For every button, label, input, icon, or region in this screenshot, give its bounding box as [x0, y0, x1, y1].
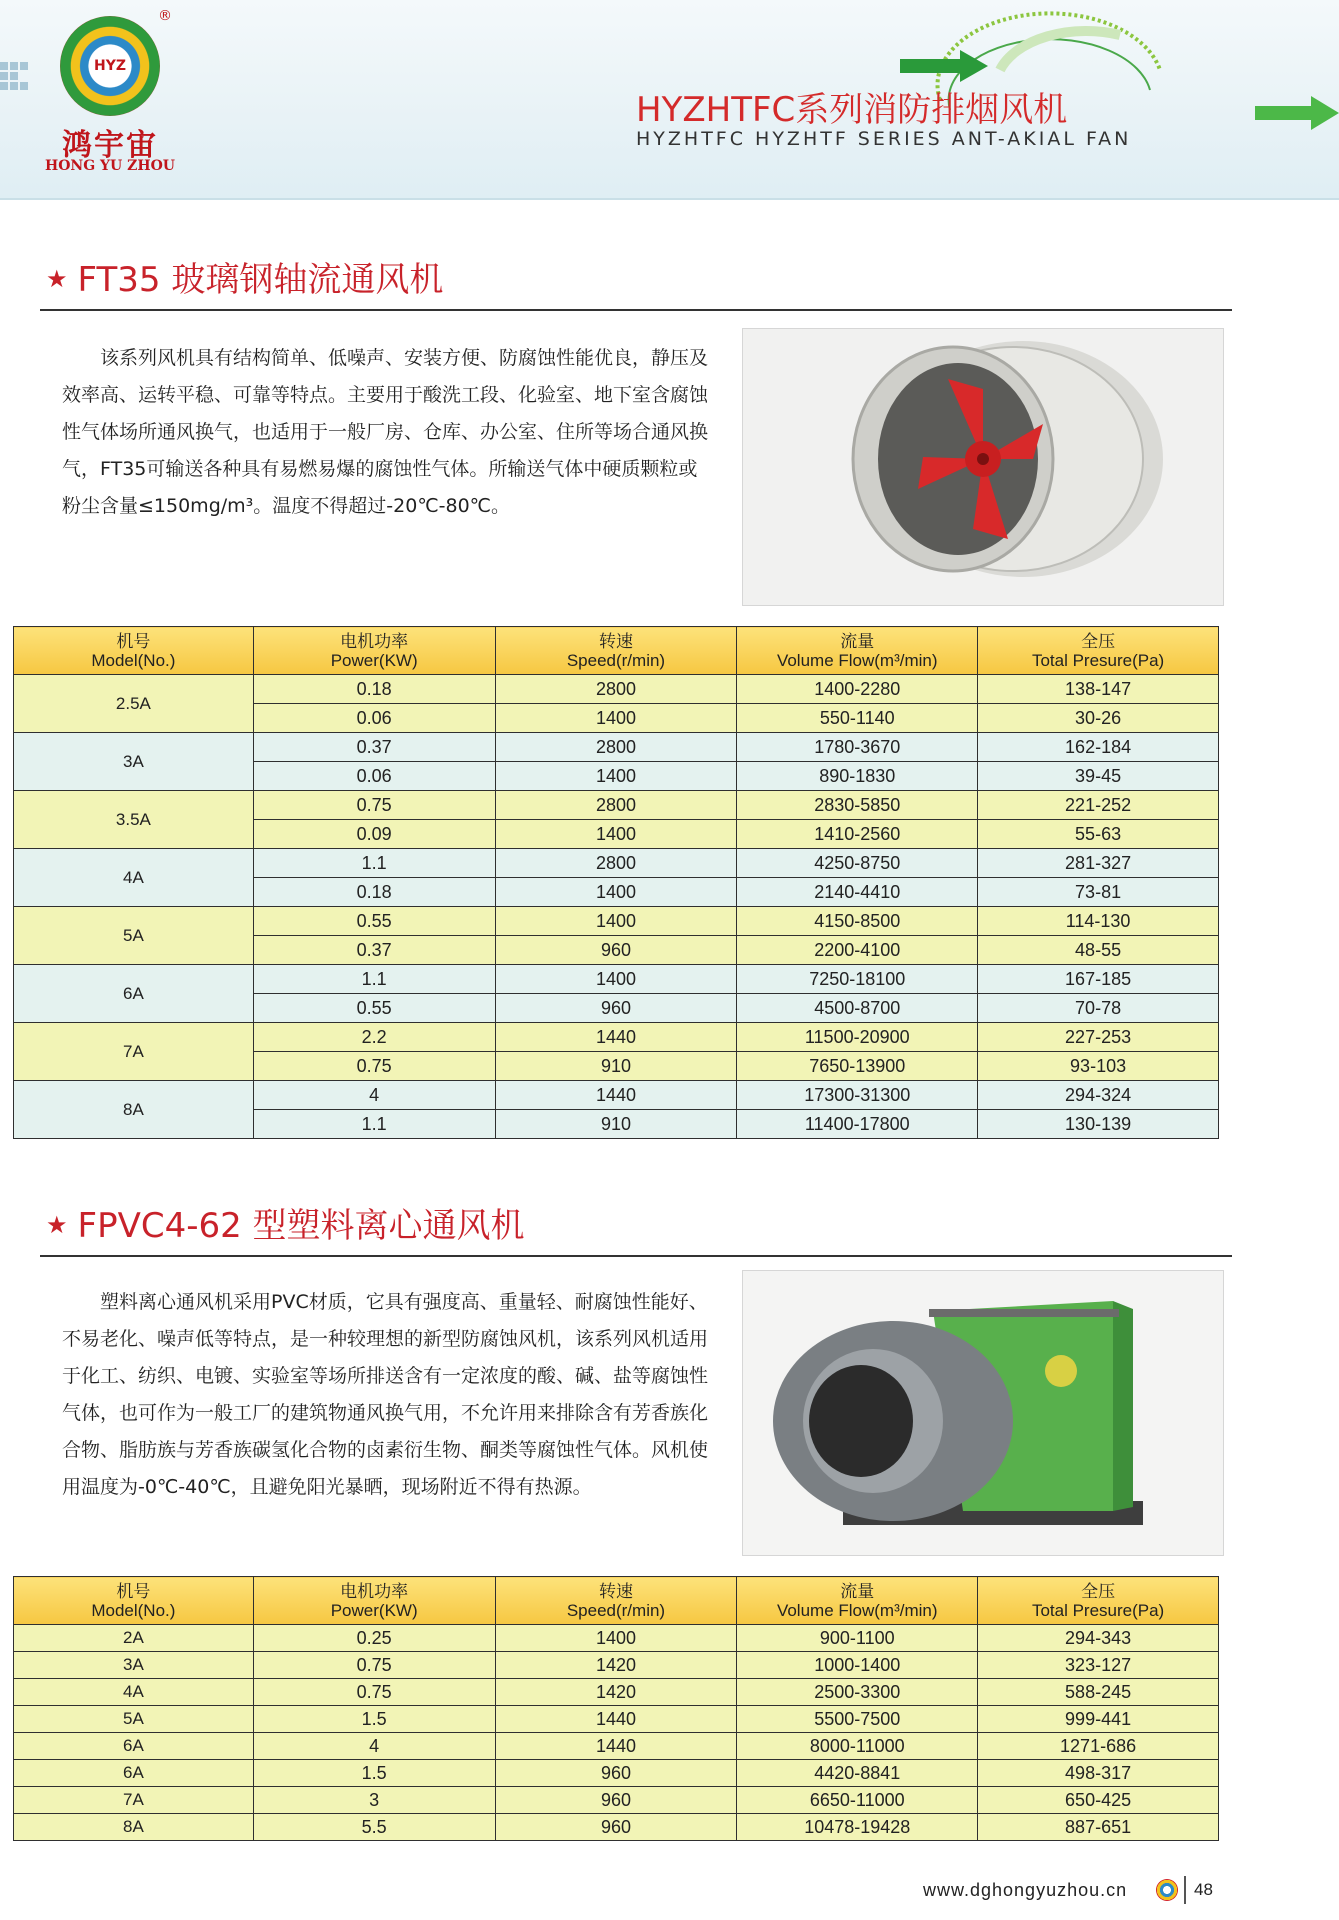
cell-power: 0.09: [253, 820, 495, 849]
cell-speed: 2800: [495, 733, 737, 762]
cell-flow: 7650-13900: [737, 1052, 978, 1081]
section-description: 塑料离心通风机采用PVC材质，它具有强度高、重量轻、耐腐蚀性能好、不易老化、噪声低等特点，是一种较理想的新型防腐蚀风机，该系列风机适用于化工、纺织、电镀、实验室等场所排送含有一定浓度的酸、碱、盐等腐蚀性气体，也可作为一般工厂的建筑物通风换气用，不允许用来排除含有芳香族化合物、脂肪族与芳香族碳氢化合物的卤素衍生物、酮类等腐蚀性气体。风机使用温度为-0℃-40℃，且避免阳光暴晒，现场附近不得有热源。: [62, 1291, 709, 1498]
cell-speed: 1400: [495, 762, 737, 791]
cell-power: 0.55: [253, 994, 495, 1023]
cell-pressure: 70-78: [978, 994, 1219, 1023]
decorative-squares: [0, 62, 30, 102]
cell-flow: 900-1100: [737, 1625, 978, 1652]
cell-pressure: 1271-686: [978, 1733, 1219, 1760]
cell-power: 0.75: [253, 791, 495, 820]
cell-pressure: 294-324: [978, 1081, 1219, 1110]
cell-power: 0.25: [253, 1625, 495, 1652]
page-number: 48: [1194, 1880, 1213, 1899]
cell-model: 7A: [14, 1023, 254, 1081]
cell-pressure: 93-103: [978, 1052, 1219, 1081]
cell-flow: 1000-1400: [737, 1652, 978, 1679]
table-row: [14, 791, 1219, 820]
col-header-model: 机号 Model(No.): [14, 1577, 254, 1625]
section-divider: [40, 1255, 1232, 1257]
cell-power: 0.06: [253, 762, 495, 791]
cell-flow: 2140-4410: [737, 878, 978, 907]
cell-speed: 1420: [495, 1679, 737, 1706]
catalog-subtitle: HYZHTFC HYZHTF SERIES ANT-AKIAL FAN: [636, 128, 1132, 150]
cell-speed: 2800: [495, 791, 737, 820]
cell-flow: 10478-19428: [737, 1814, 978, 1841]
cell-speed: 1440: [495, 1023, 737, 1052]
centrifugal-fan-icon: [743, 1271, 1223, 1555]
section-title-ft35: [46, 252, 443, 301]
cell-power: 0.18: [253, 675, 495, 704]
cell-power: 0.75: [253, 1652, 495, 1679]
col-header-model: 机号 Model(No.): [14, 627, 254, 675]
col-header-speed: 转速 Speed(r/min): [495, 1577, 737, 1625]
cell-speed: 1400: [495, 704, 737, 733]
brand-logo: [40, 8, 180, 178]
cell-flow: 6650-11000: [737, 1787, 978, 1814]
cell-flow: 8000-11000: [737, 1733, 978, 1760]
col-header-pressure: 全压 Total Presure(Pa): [978, 627, 1219, 675]
section-title-text: FT35 玻璃钢轴流通风机: [77, 260, 444, 300]
cell-power: 1.1: [253, 965, 495, 994]
table-row: [14, 1081, 1219, 1110]
cell-speed: 1440: [495, 1706, 737, 1733]
table-row: [14, 1652, 1219, 1679]
fpvc-spec-table: [13, 1576, 1219, 1841]
cell-pressure: 30-26: [978, 704, 1219, 733]
cell-pressure: 48-55: [978, 936, 1219, 965]
cell-pressure: 73-81: [978, 878, 1219, 907]
col-header-power: 电机功率 Power(KW): [253, 627, 495, 675]
star-icon: ★: [46, 265, 68, 293]
cell-pressure: 138-147: [978, 675, 1219, 704]
cell-power: 2.2: [253, 1023, 495, 1052]
cell-model: 2.5A: [14, 675, 254, 733]
cell-power: 0.75: [253, 1679, 495, 1706]
table-row: [14, 1706, 1219, 1733]
cell-flow: 2200-4100: [737, 936, 978, 965]
cell-model: 6A: [14, 1760, 254, 1787]
cell-power: 5.5: [253, 1814, 495, 1841]
cell-power: 1.5: [253, 1760, 495, 1787]
cell-power: 1.1: [253, 849, 495, 878]
brand-globe-icon: [1156, 1879, 1178, 1901]
cell-flow: 550-1140: [737, 704, 978, 733]
centrifugal-fan-photo: [742, 1270, 1224, 1556]
cell-flow: 4250-8750: [737, 849, 978, 878]
cell-flow: 11500-20900: [737, 1023, 978, 1052]
cell-pressure: 162-184: [978, 733, 1219, 762]
col-header-flow: 流量 Volume Flow(m³/min): [737, 627, 978, 675]
cell-power: 0.55: [253, 907, 495, 936]
axial-fan-photo: [742, 328, 1224, 606]
cell-model: 2A: [14, 1625, 254, 1652]
footer-divider: [1184, 1876, 1186, 1904]
cell-model: 4A: [14, 849, 254, 907]
green-arrow-icon: [900, 48, 990, 84]
cell-power: 0.06: [253, 704, 495, 733]
cell-pressure: 588-245: [978, 1679, 1219, 1706]
cell-flow: 5500-7500: [737, 1706, 978, 1733]
cell-power: 0.37: [253, 733, 495, 762]
cell-speed: 960: [495, 1814, 737, 1841]
cell-power: 1.5: [253, 1706, 495, 1733]
registered-mark: ®: [158, 8, 172, 24]
cell-speed: 2800: [495, 675, 737, 704]
axial-fan-icon: [743, 329, 1223, 605]
cell-pressure: 167-185: [978, 965, 1219, 994]
cell-flow: 4150-8500: [737, 907, 978, 936]
table-row: [14, 1625, 1219, 1652]
cell-speed: 910: [495, 1110, 737, 1139]
star-icon: ★: [46, 1211, 68, 1239]
cell-flow: 1410-2560: [737, 820, 978, 849]
cell-flow: 11400-17800: [737, 1110, 978, 1139]
cell-flow: 2500-3300: [737, 1679, 978, 1706]
cell-pressure: 887-651: [978, 1814, 1219, 1841]
cell-flow: 7250-18100: [737, 965, 978, 994]
cell-pressure: 221-252: [978, 791, 1219, 820]
cell-speed: 1440: [495, 1733, 737, 1760]
cell-model: 6A: [14, 1733, 254, 1760]
table-row: [14, 1760, 1219, 1787]
table-row: [14, 907, 1219, 936]
cell-pressure: 323-127: [978, 1652, 1219, 1679]
cell-speed: 1400: [495, 907, 737, 936]
cell-pressure: 227-253: [978, 1023, 1219, 1052]
ft35-spec-table: [13, 626, 1219, 1139]
brand-name-cn: 鸿宇宙: [62, 128, 158, 163]
table-row: [14, 1787, 1219, 1814]
col-header-power: 电机功率 Power(KW): [253, 1577, 495, 1625]
cell-model: 3A: [14, 733, 254, 791]
cell-power: 0.18: [253, 878, 495, 907]
cell-speed: 1400: [495, 878, 737, 907]
cell-model: 7A: [14, 1787, 254, 1814]
cell-pressure: 114-130: [978, 907, 1219, 936]
cell-flow: 890-1830: [737, 762, 978, 791]
cell-flow: 4500-8700: [737, 994, 978, 1023]
cell-speed: 960: [495, 1760, 737, 1787]
cell-flow: 2830-5850: [737, 791, 978, 820]
cell-pressure: 55-63: [978, 820, 1219, 849]
cell-speed: 1400: [495, 820, 737, 849]
cell-model: 5A: [14, 907, 254, 965]
section-title-text: FPVC4-62 型塑料离心通风机: [77, 1206, 525, 1246]
cell-power: 3: [253, 1787, 495, 1814]
table-row: [14, 733, 1219, 762]
cell-pressure: 281-327: [978, 849, 1219, 878]
cell-model: 4A: [14, 1679, 254, 1706]
brand-name-en: HONG YU ZHOU: [45, 158, 175, 174]
cell-speed: 910: [495, 1052, 737, 1081]
cell-speed: 960: [495, 1787, 737, 1814]
col-header-pressure: 全压 Total Presure(Pa): [978, 1577, 1219, 1625]
green-arrow-right-icon: [1255, 96, 1339, 130]
section-divider: [40, 309, 1232, 311]
cell-speed: 1440: [495, 1081, 737, 1110]
cell-flow: 1780-3670: [737, 733, 978, 762]
cell-power: 1.1: [253, 1110, 495, 1139]
section-description: 该系列风机具有结构简单、低噪声、安装方便、防腐蚀性能优良，静压及效率高、运转平稳、可靠等特点。主要用于酸洗工段、化验室、地下室含腐蚀性气体场所通风换气，也适用于一般厂房、仓库、办公室、住所等场合通风换气，FT35可输送各种具有易燃易爆的腐蚀性气体。所输送气体中硬质颗粒或粉尘含量≤150mg/m³。温度不得超过-20℃-80℃。: [62, 347, 709, 517]
col-header-speed: 转速 Speed(r/min): [495, 627, 737, 675]
cell-speed: 2800: [495, 849, 737, 878]
table-row: [14, 849, 1219, 878]
cell-flow: 4420-8841: [737, 1760, 978, 1787]
cell-model: 3A: [14, 1652, 254, 1679]
cell-power: 0.37: [253, 936, 495, 965]
website-url[interactable]: www.dghongyuzhou.cn: [923, 1880, 1128, 1900]
cell-flow: 17300-31300: [737, 1081, 978, 1110]
col-header-flow: 流量 Volume Flow(m³/min): [737, 1577, 978, 1625]
table-row: [14, 675, 1219, 704]
logo-mark: HYZ: [90, 46, 130, 86]
cell-model: 8A: [14, 1814, 254, 1841]
cell-speed: 1420: [495, 1652, 737, 1679]
cell-pressure: 130-139: [978, 1110, 1219, 1139]
cell-pressure: 650-425: [978, 1787, 1219, 1814]
table-row: [14, 1023, 1219, 1052]
cell-speed: 960: [495, 994, 737, 1023]
cell-speed: 1400: [495, 965, 737, 994]
cell-power: 0.75: [253, 1052, 495, 1081]
cell-model: 3.5A: [14, 791, 254, 849]
cell-pressure: 39-45: [978, 762, 1219, 791]
cell-model: 6A: [14, 965, 254, 1023]
table-row: [14, 1814, 1219, 1841]
cell-pressure: 498-317: [978, 1760, 1219, 1787]
cell-flow: 1400-2280: [737, 675, 978, 704]
cell-speed: 960: [495, 936, 737, 965]
cell-pressure: 294-343: [978, 1625, 1219, 1652]
cell-model: 8A: [14, 1081, 254, 1139]
table-row: [14, 1679, 1219, 1706]
cell-power: 4: [253, 1733, 495, 1760]
table-row: [14, 1733, 1219, 1760]
cell-pressure: 999-441: [978, 1706, 1219, 1733]
cell-power: 4: [253, 1081, 495, 1110]
cell-model: 5A: [14, 1706, 254, 1733]
catalog-title: HYZHTFC系列消防排烟风机: [636, 90, 1068, 130]
table-row: [14, 965, 1219, 994]
section-title-fpvc: [46, 1198, 525, 1247]
cell-speed: 1400: [495, 1625, 737, 1652]
page-header: [0, 0, 1339, 200]
